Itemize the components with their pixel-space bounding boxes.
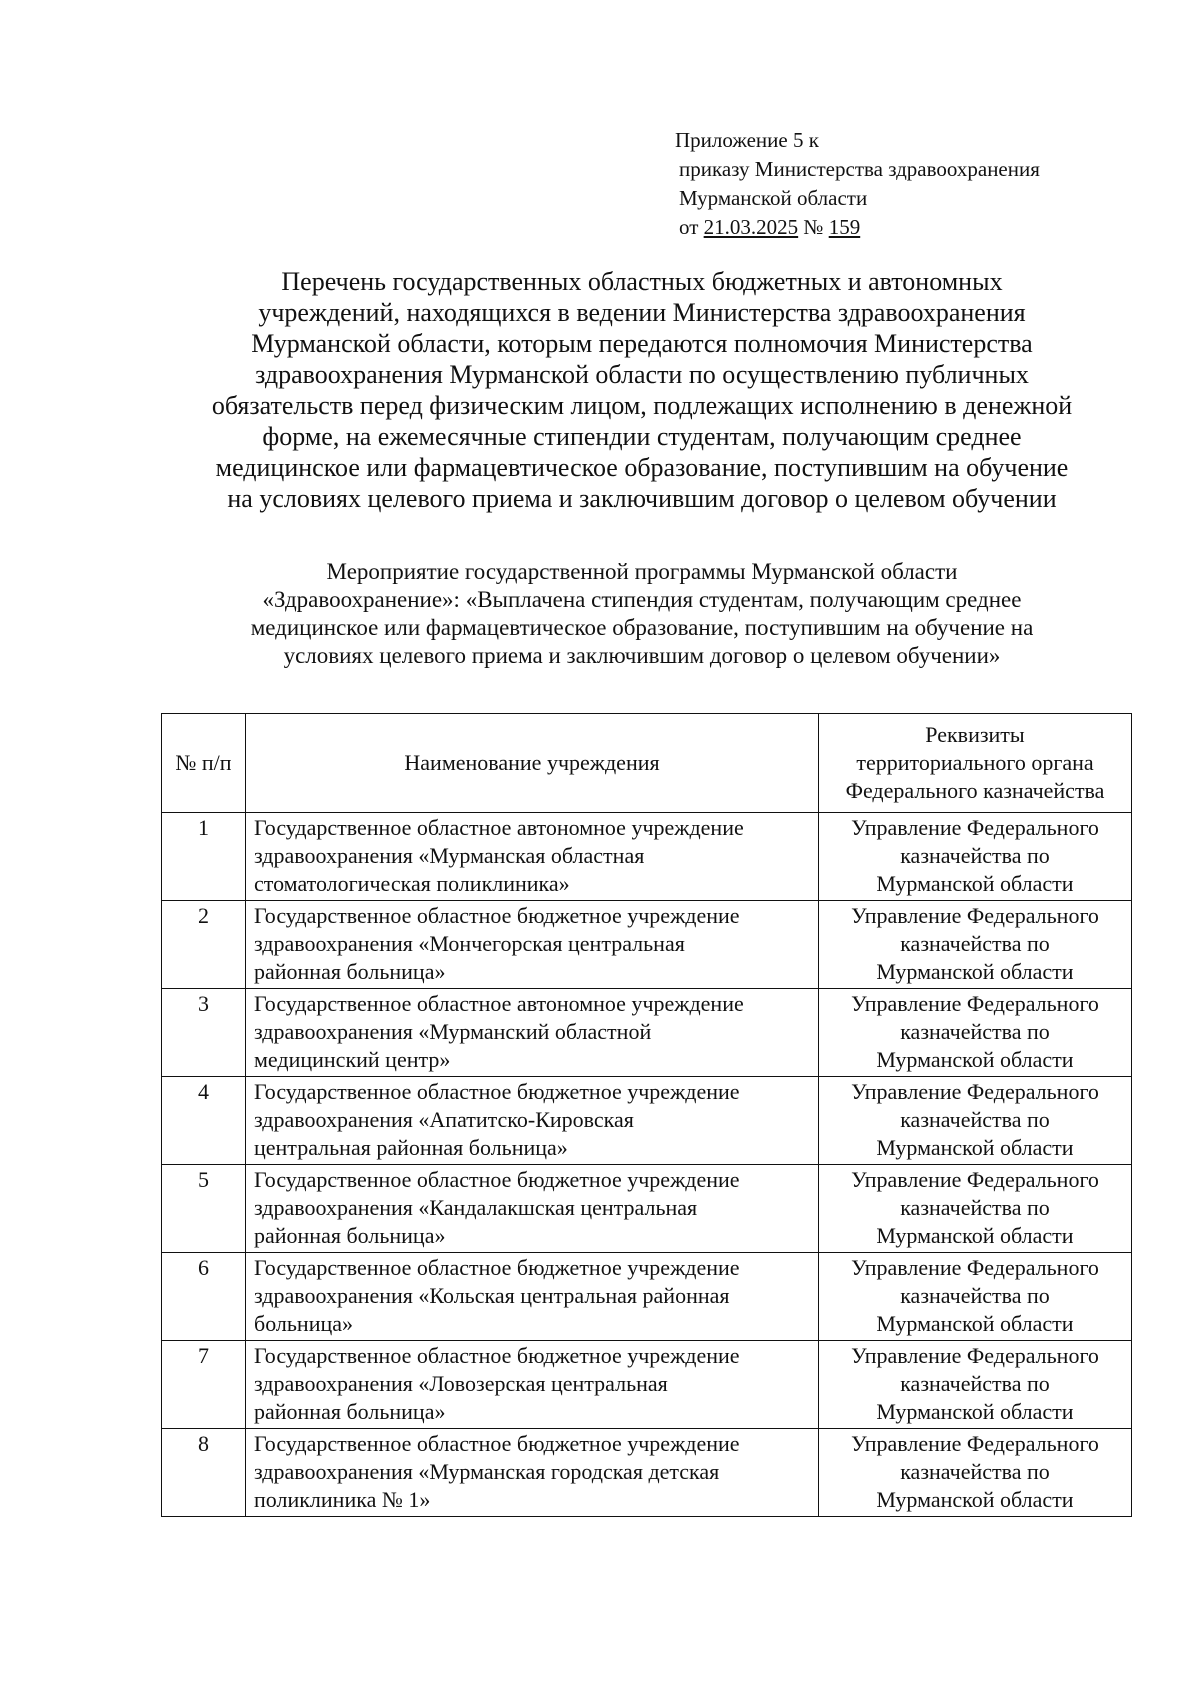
req-line: Управление Федерального xyxy=(851,903,1099,928)
title-line: здравоохранения Мурманской области по осуществлению публичных xyxy=(255,360,1029,389)
req-line: казначейства по xyxy=(900,931,1050,956)
table-row xyxy=(162,1253,1132,1341)
date-prefix: от xyxy=(679,215,704,239)
name-line: здравоохранения «Кандалакшская центральная xyxy=(254,1195,698,1220)
order-number: 159 xyxy=(828,215,861,239)
treasury-requisites xyxy=(819,1429,1132,1517)
table-row xyxy=(162,901,1132,989)
name-line: центральная районная больница» xyxy=(254,1135,568,1160)
treasury-requisites xyxy=(819,901,1132,989)
name-line: Государственное областное бюджетное учреждение xyxy=(254,1255,740,1280)
title-line: на условиях целевого приема и заключившим договор о целевом обучении xyxy=(227,484,1057,513)
treasury-requisites xyxy=(819,1253,1132,1341)
table-row xyxy=(162,1165,1132,1253)
table-row xyxy=(162,1429,1132,1517)
req-line: казначейства по xyxy=(900,1283,1050,1308)
table-row xyxy=(162,989,1132,1077)
institution-name xyxy=(246,1165,819,1253)
req-line: Мурманской области xyxy=(876,1311,1074,1336)
req-line: Мурманской области xyxy=(876,1223,1074,1248)
table-header-row xyxy=(162,714,1132,813)
institution-name xyxy=(246,813,819,901)
req-line: казначейства по xyxy=(900,1459,1050,1484)
header-num: № п/п xyxy=(162,714,246,813)
header-req-line: Федерального казначейства xyxy=(845,778,1105,803)
appendix-line: приказу Министерства здравоохранения xyxy=(679,157,1040,181)
treasury-requisites xyxy=(819,1165,1132,1253)
subtitle-line: условиях целевого приема и заключившим договор о целевом обучении» xyxy=(283,643,1001,668)
req-line: Мурманской области xyxy=(876,871,1074,896)
table-row xyxy=(162,1077,1132,1165)
treasury-requisites xyxy=(819,813,1132,901)
title-line: медицинское или фармацевтическое образование, поступившим на обучение xyxy=(215,453,1069,482)
name-line: здравоохранения «Мончегорская центральная xyxy=(254,931,685,956)
title-line: учреждений, находящихся в ведении Министерства здравоохранения xyxy=(258,298,1026,327)
row-num: 7 xyxy=(162,1341,246,1429)
req-line: Управление Федерального xyxy=(851,1343,1099,1368)
req-line: Управление Федерального xyxy=(851,1431,1099,1456)
name-line: больница» xyxy=(254,1311,353,1336)
name-line: здравоохранения «Мурманская областная xyxy=(254,843,645,868)
row-num: 1 xyxy=(162,813,246,901)
req-line: Мурманской области xyxy=(876,1135,1074,1160)
institution-name xyxy=(246,989,819,1077)
req-line: казначейства по xyxy=(900,1195,1050,1220)
row-num: 8 xyxy=(162,1429,246,1517)
req-line: казначейства по xyxy=(900,1019,1050,1044)
header-req-line: территориального органа xyxy=(856,750,1094,775)
name-line: районная больница» xyxy=(254,1223,446,1248)
document-title xyxy=(150,266,1134,514)
appendix-line: Приложение 5 к xyxy=(675,128,819,152)
name-line: Государственное областное автономное учреждение xyxy=(254,815,744,840)
name-line: здравоохранения «Апатитско-Кировская xyxy=(254,1107,634,1132)
institution-name xyxy=(246,1253,819,1341)
req-line: Мурманской области xyxy=(876,1047,1074,1072)
name-line: здравоохранения «Мурманский областной xyxy=(254,1019,652,1044)
name-line: медицинский центр» xyxy=(254,1047,451,1072)
name-line: Государственное областное бюджетное учреждение xyxy=(254,1343,740,1368)
institutions-table xyxy=(161,713,1132,1517)
order-date: 21.03.2025 xyxy=(703,215,799,239)
institution-name xyxy=(246,1429,819,1517)
subtitle-line: «Здравоохранение»: «Выплачена стипендия студентам, получающим среднее xyxy=(262,587,1022,612)
institution-name xyxy=(246,1341,819,1429)
req-line: казначейства по xyxy=(900,843,1050,868)
req-line: казначейства по xyxy=(900,1107,1050,1132)
name-line: здравоохранения «Кольская центральная районная xyxy=(254,1283,730,1308)
row-num: 6 xyxy=(162,1253,246,1341)
title-line: Мурманской области, которым передаются полномочия Министерства xyxy=(251,329,1033,358)
name-line: здравоохранения «Мурманская городская детская xyxy=(254,1459,720,1484)
name-line: поликлиника № 1» xyxy=(254,1487,431,1512)
header-requisites xyxy=(819,714,1132,813)
subtitle-line: медицинское или фармацевтическое образование, поступившим на обучение на xyxy=(250,615,1034,640)
treasury-requisites xyxy=(819,989,1132,1077)
title-line: Перечень государственных областных бюджетных и автономных xyxy=(281,267,1003,296)
name-line: здравоохранения «Ловозерская центральная xyxy=(254,1371,668,1396)
name-line: Государственное областное автономное учреждение xyxy=(254,991,744,1016)
req-line: Мурманской области xyxy=(876,1399,1074,1424)
row-num: 4 xyxy=(162,1077,246,1165)
row-num: 5 xyxy=(162,1165,246,1253)
req-line: Управление Федерального xyxy=(851,1255,1099,1280)
row-num: 3 xyxy=(162,989,246,1077)
name-line: стоматологическая поликлиника» xyxy=(254,871,570,896)
name-line: Государственное областное бюджетное учреждение xyxy=(254,1079,740,1104)
subtitle-line: Мероприятие государственной программы Мурманской области xyxy=(326,559,958,584)
institution-name xyxy=(246,1077,819,1165)
name-line: Государственное областное бюджетное учреждение xyxy=(254,1167,740,1192)
req-line: Управление Федерального xyxy=(851,815,1099,840)
header-name: Наименование учреждения xyxy=(246,714,819,813)
number-prefix: № xyxy=(798,215,829,239)
req-line: Управление Федерального xyxy=(851,1167,1099,1192)
treasury-requisites xyxy=(819,1341,1132,1429)
appendix-line: Мурманской области xyxy=(679,186,868,210)
appendix-block xyxy=(675,126,1040,242)
table-row xyxy=(162,813,1132,901)
title-line: форме, на ежемесячные стипендии студентам, получающим среднее xyxy=(262,422,1022,451)
title-line: обязательств перед физическим лицом, подлежащих исполнению в денежной xyxy=(211,391,1073,420)
appendix-date-line xyxy=(675,213,1040,242)
req-line: Мурманской области xyxy=(876,959,1074,984)
name-line: районная больница» xyxy=(254,1399,446,1424)
req-line: Управление Федерального xyxy=(851,991,1099,1016)
table-row xyxy=(162,1341,1132,1429)
name-line: районная больница» xyxy=(254,959,446,984)
name-line: Государственное областное бюджетное учреждение xyxy=(254,1431,740,1456)
req-line: казначейства по xyxy=(900,1371,1050,1396)
row-num: 2 xyxy=(162,901,246,989)
req-line: Управление Федерального xyxy=(851,1079,1099,1104)
institution-name xyxy=(246,901,819,989)
req-line: Мурманской области xyxy=(876,1487,1074,1512)
header-req-line: Реквизиты xyxy=(925,722,1025,747)
program-subtitle xyxy=(150,558,1134,670)
treasury-requisites xyxy=(819,1077,1132,1165)
name-line: Государственное областное бюджетное учреждение xyxy=(254,903,740,928)
